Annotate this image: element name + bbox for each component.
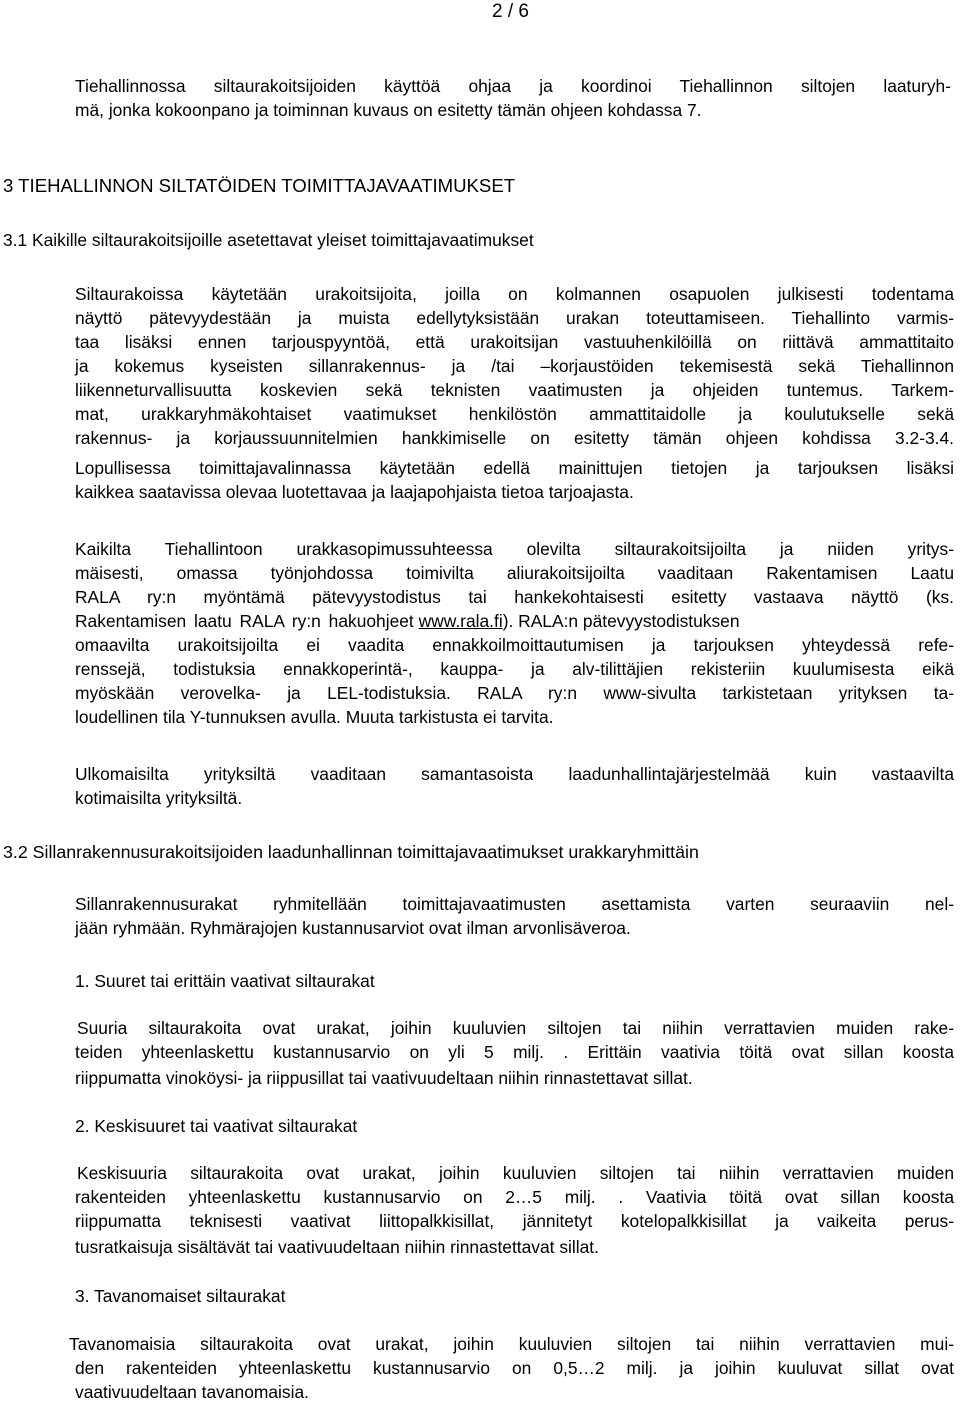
paragraph-line: Sillanrakennusurakat ryhmitellään toimittajavaatimusten asettamista varten seuraaviin nel- [75, 894, 954, 914]
paragraph-line: rakennus- ja korjaussuunnitelmien hankkimiselle on esitetty tämän ohjeen kohdissa 3.2-3.4. [75, 428, 954, 448]
paragraph-line: loudellinen tila Y-tunnuksen avulla. Muuta tarkistusta ei tarvita. [75, 707, 554, 727]
group-2-title: 2. Keskisuuret tai vaativat siltaurakat [75, 1116, 358, 1136]
group-3-line: vaativuudeltaan tavanomaisia. [75, 1382, 309, 1402]
paragraph-line: Siltaurakoissa käytetään urakoitsijoita, joilla on kolmannen osapuolen julkisesti todentama [75, 284, 954, 304]
group-1-title: 1. Suuret tai erittäin vaativat siltaurakat [75, 971, 375, 991]
paragraph-line: omaavilta urakoitsijoilta ei vaadita ennakkoilmoittautumisen ja tarjouksen yhteydessä refe- [75, 635, 954, 655]
paragraph-line: myöskään verovelka- ja LEL-todistuksia. RALA ry:n www-sivulta tarkistetaan yrityksen ta- [75, 683, 954, 703]
paragraph-line: mat, urakkaryhmäkohtaiset vaatimukset henkilöstön ammattitaidolle ja koulutukselle sekä [75, 404, 954, 424]
group-2-line: riippumatta teknisesti vaativat liittopalkkisillat, jännitetyt kotelopalkkisillat ja vaikeita perus- [75, 1211, 954, 1231]
paragraph-line: RALA ry:n myöntämä pätevyystodistus tai hankekohtaisesti esitetty vastaava näyttö (ks. [75, 587, 954, 607]
paragraph-line: Ulkomaisilta yrityksiltä vaaditaan samantasoista laadunhallintajärjestelmää kuin vastaavilta [75, 764, 954, 784]
group-3-line: Tavanomaisia siltaurakoita ovat urakat, joihin kuuluvien siltojen tai niihin verrattavien mui- [69, 1334, 954, 1354]
page-number: 2 / 6 [492, 1, 529, 22]
group-1-line: riippumatta vinoköysi- ja riippusillat tai vaativuudeltaan niihin rinnastettavat sillat. [75, 1068, 693, 1088]
paragraph-line: näyttö pätevyydestään ja muista edellytyksistään urakan toteuttamiseen. Tiehallinto varmis- [75, 308, 954, 328]
intro-line: Tiehallinnossa siltaurakoitsijoiden käyttöä ohjaa ja koordinoi Tiehallinnon siltojen laaturyh- [75, 76, 951, 96]
intro-line: mä, jonka kokoonpano ja toiminnan kuvaus on esitetty tämän ohjeen kohdassa 7. [75, 100, 702, 120]
paragraph-line: Kaikilta Tiehallintoon urakkasopimussuhteessa olevilta siltaurakoitsijoilta ja niiden yritys- [75, 539, 954, 559]
paragraph-line: renssejä, todistuksia ennakkoperintä-, kauppa- ja alv-tilittäjien rekisteriin kuulumisesta eikä [75, 659, 954, 679]
rala-website-link[interactable]: www.rala.fi [418, 611, 503, 631]
paragraph-line: taa lisäksi ennen tarjouspyyntöä, että urakoitsijan vastuuhenkilöillä on riittävä ammattitaito [75, 332, 954, 352]
group-2-line: Keskisuuria siltaurakoita ovat urakat, joihin kuuluvien siltojen tai niihin verrattavien muiden [77, 1163, 954, 1183]
section-3-heading: 3 TIEHALLINNON SILTATÖIDEN TOIMITTAJAVAATIMUKSET [3, 175, 516, 196]
paragraph-line: kaikkea saatavissa olevaa luotettavaa ja laajapohjaista tietoa tarjoajasta. [75, 482, 634, 502]
paragraph-text: Rakentamisen laatu RALA ry:n hakuohjeet [75, 611, 414, 631]
group-1-line: teiden yhteenlaskettu kustannusarvio on yli 5 milj. . Erittäin vaativia töitä ovat sillan koosta [75, 1042, 954, 1062]
paragraph-line: jään ryhmään. Ryhmärajojen kustannusarviot ovat ilman arvonlisäveroa. [75, 918, 631, 938]
group-1-line: Suuria siltaurakoita ovat urakat, joihin kuuluvien siltojen tai niihin verrattavien muiden rake- [77, 1018, 954, 1038]
section-3-2-heading: 3.2 Sillanrakennusurakoitsijoiden laadunhallinnan toimittajavaatimukset urakkaryhmittäin [3, 842, 699, 862]
group-3-line: den rakenteiden yhteenlaskettu kustannusarvio on 0,5…2 milj. ja joihin kuuluvat sillat ovat [75, 1358, 954, 1378]
group-2-line: rakenteiden yhteenlaskettu kustannusarvio on 2…5 milj. . Vaativia töitä ovat sillan koosta [75, 1187, 954, 1207]
group-3-title: 3. Tavanomaiset siltaurakat [75, 1286, 286, 1306]
section-3-1-heading: 3.1 Kaikille siltaurakoitsijoille asetettavat yleiset toimittajavaatimukset [3, 230, 534, 250]
paragraph-line: Lopullisessa toimittajavalinnassa käytetään edellä mainittujen tietojen ja tarjouksen lisäksi [75, 458, 954, 478]
paragraph-line-with-link [75, 610, 740, 633]
paragraph-line: liikenneturvallisuutta koskevien sekä teknisten vaatimusten ja ohjeiden tuntemus. Tarkem- [75, 380, 954, 400]
paragraph-line: mäisesti, omassa työnjohdossa toimivilta aliurakoitsijoilta vaaditaan Rakentamisen Laatu [75, 563, 954, 583]
group-2-line: tusratkaisuja sisältävät tai vaativuudeltaan niihin rinnastettavat sillat. [75, 1237, 599, 1257]
paragraph-text: ). RALA:n pätevyystodistuksen [502, 611, 740, 631]
paragraph-line: kotimaisilta yrityksiltä. [75, 788, 243, 808]
paragraph-line: ja kokemus kyseisten sillanrakennus- ja /tai –korjaustöiden tekemisestä sekä Tiehallinnon [75, 356, 954, 376]
